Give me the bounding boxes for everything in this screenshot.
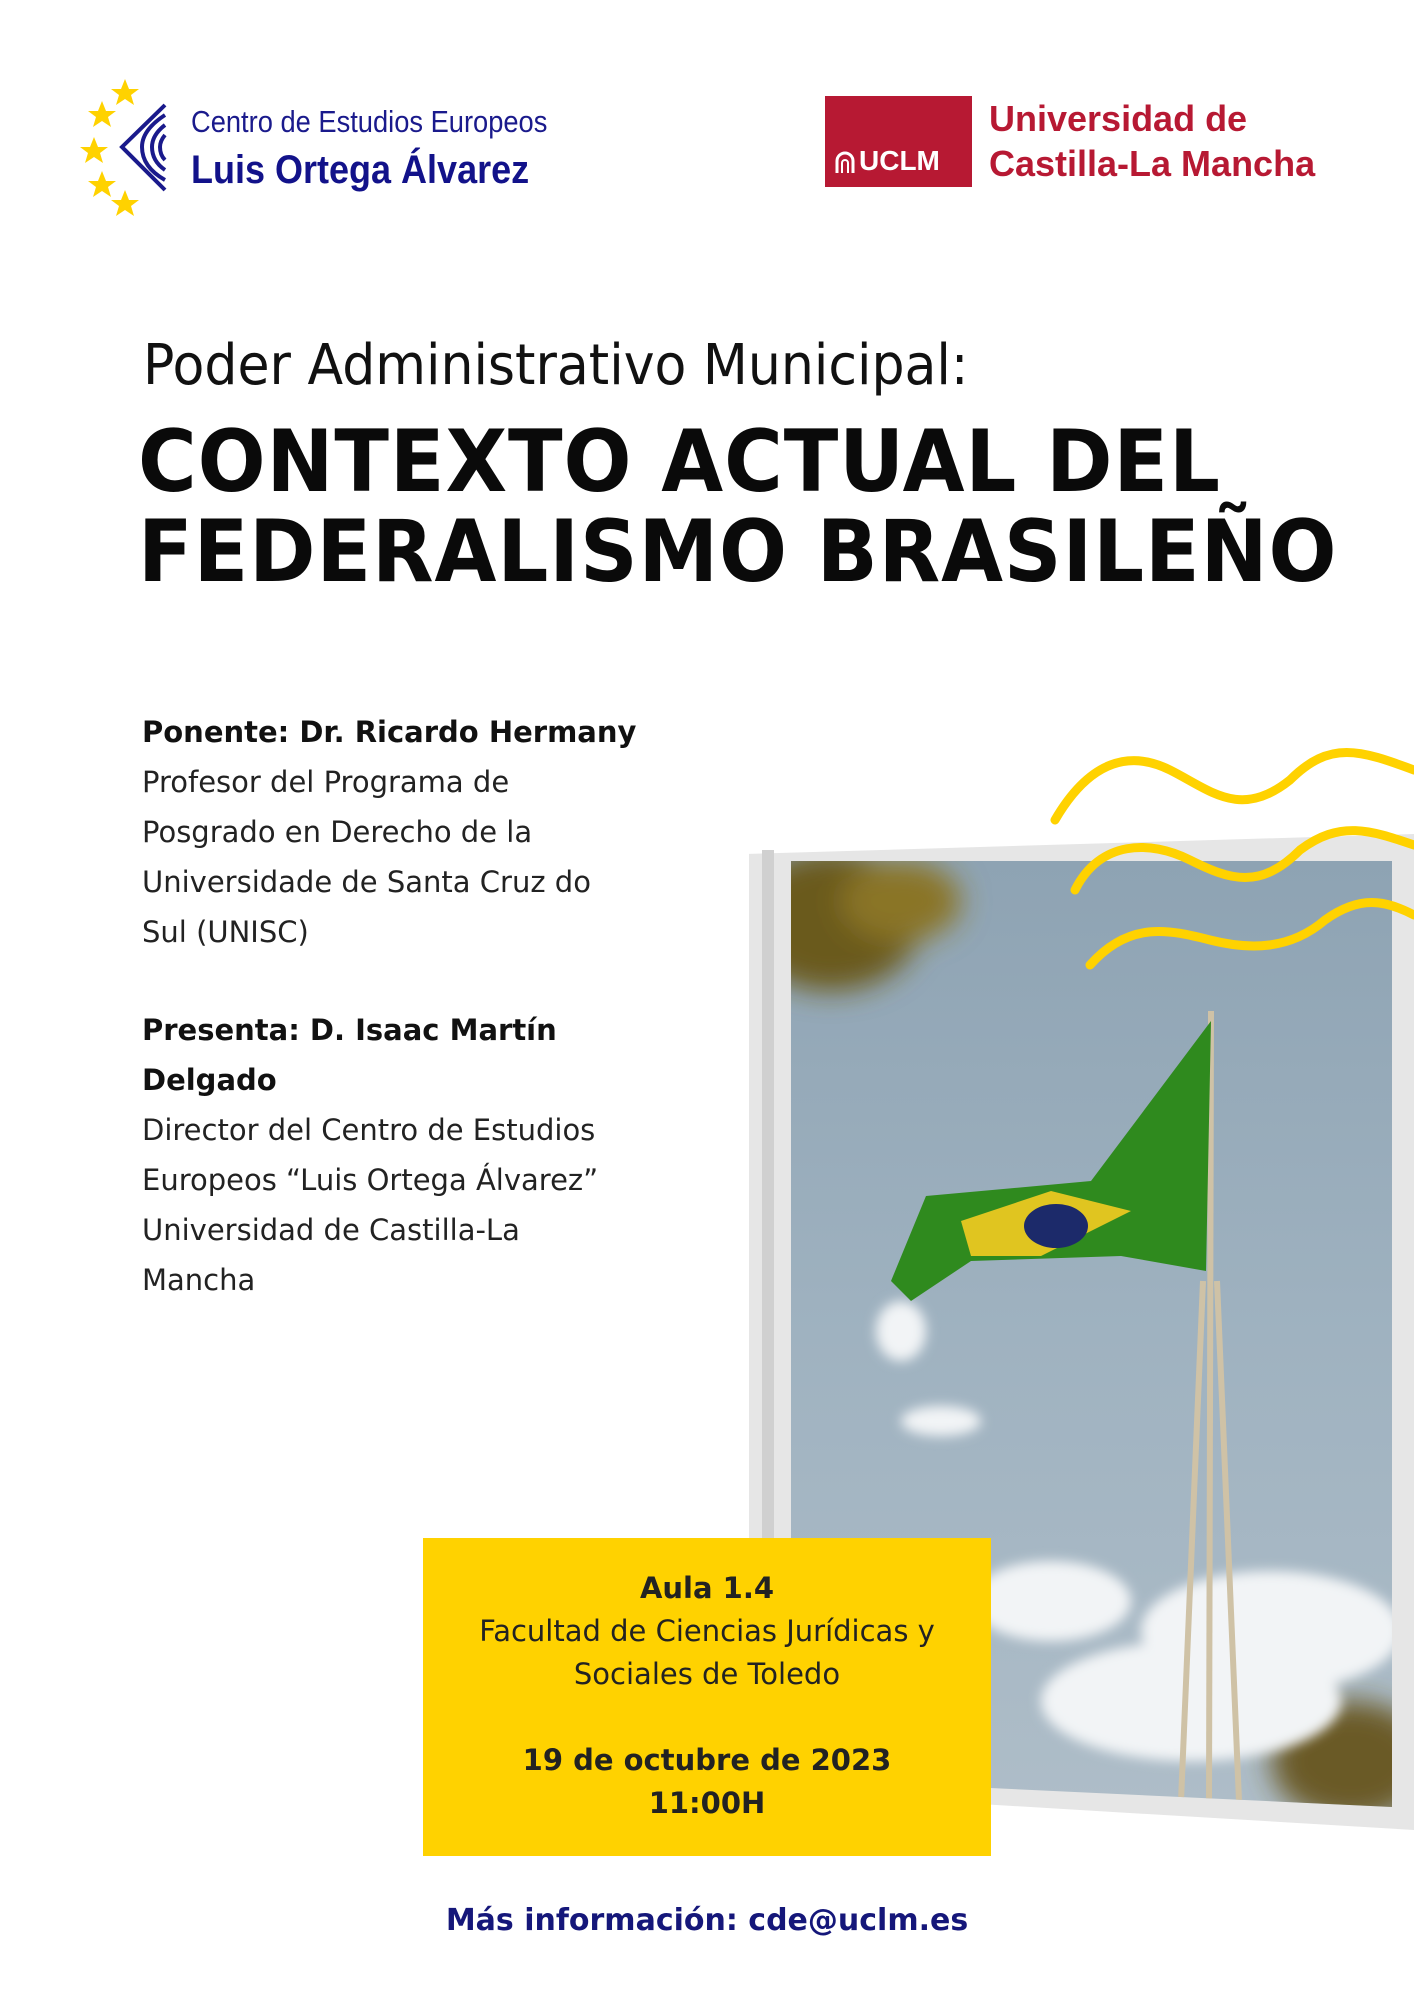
presenter-line: Mancha <box>142 1263 256 1297</box>
venue-place-line: Sociales de Toledo <box>573 1657 841 1691</box>
uclm-logo-line2: Castilla-La Mancha <box>989 143 1316 184</box>
speaker-block <box>142 707 702 957</box>
uclm-logo-line1: Universidad de <box>989 98 1248 139</box>
venue-box <box>423 1538 991 1856</box>
cee-stars-logo <box>80 75 170 220</box>
cee-logo-line1: Centro de Estudios Europeos <box>191 104 548 139</box>
event-title-line2: FEDERALISMO BRASILEÑO <box>138 502 1338 602</box>
uclm-logo-badge <box>825 96 972 187</box>
speaker-line: Sul (UNISC) <box>142 915 309 949</box>
speaker-line: Profesor del Programa de <box>142 765 510 799</box>
speaker-line: Posgrado en Derecho de la <box>142 815 533 849</box>
presenter-block <box>142 1005 702 1305</box>
venue-room: Aula 1.4 <box>639 1571 775 1605</box>
uclm-badge-text: UCLM <box>859 145 940 176</box>
decorative-squiggles <box>1040 720 1414 970</box>
frame-shadow <box>762 850 774 1550</box>
presenter-heading: Presenta: D. Isaac Martín <box>142 1013 557 1047</box>
event-date: 19 de octubre de 2023 <box>522 1743 892 1777</box>
event-title-line1: CONTEXTO ACTUAL DEL <box>138 412 1221 512</box>
more-info-contact[interactable]: Más información: cde@uclm.es <box>445 1903 969 1938</box>
presenter-line: Universidad de Castilla-La <box>142 1213 520 1247</box>
event-subtitle: Poder Administrativo Municipal: <box>143 333 969 398</box>
venue-place-line: Facultad de Ciencias Jurídicas y <box>479 1614 935 1648</box>
uclm-arch-icon <box>835 151 855 173</box>
speaker-heading: Ponente: Dr. Ricardo Hermany <box>142 715 637 749</box>
presenter-line: Europeos “Luis Ortega Álvarez” <box>142 1163 599 1197</box>
event-time: 11:00H <box>648 1786 766 1820</box>
speaker-line: Universidade de Santa Cruz do <box>142 865 591 899</box>
cee-logo-line2: Luis Ortega Álvarez <box>191 148 530 192</box>
presenter-heading: Delgado <box>142 1063 277 1097</box>
presenter-line: Director del Centro de Estudios <box>142 1113 596 1147</box>
